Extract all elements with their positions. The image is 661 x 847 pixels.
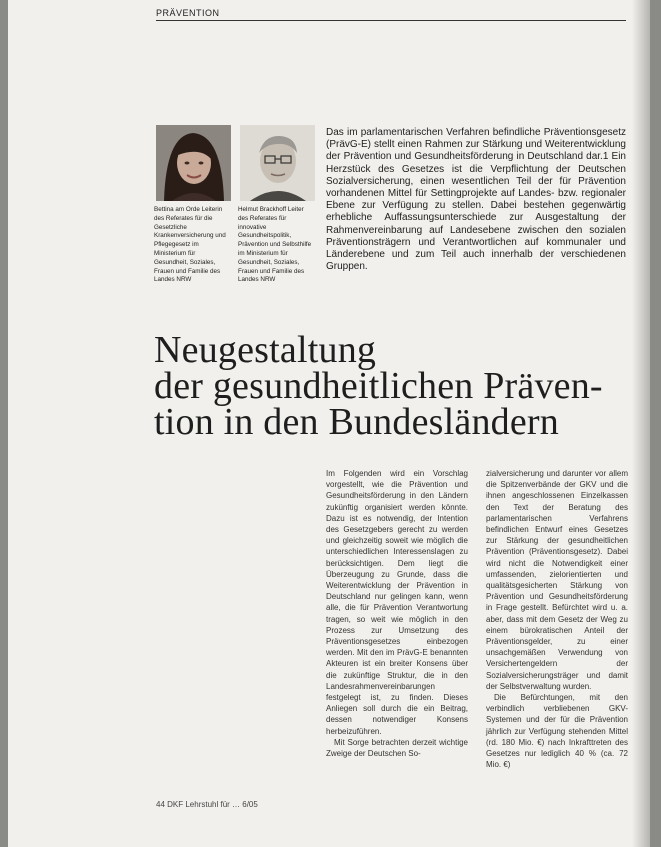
author-photo-woman (156, 125, 231, 201)
author-photo-man (240, 125, 315, 201)
body-paragraph: Die Befürchtungen, mit den verbindlich verbliebenen GKV-Systemen und der für die Prävention jährlich zur Verfügung stehenden Mittel (rd. 180 Mio. €) nach Inkrafttreten des Gesetzes nur lediglich 40 % (ca. 72 Mio. €) (486, 693, 628, 770)
header-divider (156, 20, 626, 21)
headline-line-2: der gesundheitlichen Präven- (154, 365, 603, 407)
headline-line-1: Neugestaltung (154, 329, 377, 371)
body-paragraph: zialversicherung und darunter vor allem die Spitzenverbände der GKV und die ihnen angeschlossenen Einzelkassen den Text der Beratung des parlamentarischen Verfahrens befindlichen Entwurf eines Gesetzes zur Stärkung der gesundheitlichen Prävention (Präventionsgesetz). Dabei wird nicht die Notwendigkeit einer umfassenden, zielorientierten und qualitätsgesicherten Stärkung von Prävention und Gesundheitsförderung in Frage gestellt. Befürchtet wird u. a. aber, dass mit dem Gesetz der Weg zu einem bürokratischen Anteil der Präventionsgelder, zu einer unsachgemäßen Verwendung von Versichertengeldern der Sozialversicherungsträger und damit der Selbstverwaltung wurden. (486, 469, 628, 691)
author-caption-1: Bettina am Orde Leiterin des Referates für die Gesetzliche Krankenversicherung und Pflegegesetz im Ministerium für Gesundheit, Soziales, Frauen und Familie des Landes NRW (154, 206, 226, 284)
article-headline (154, 329, 634, 443)
body-paragraph: Mit Sorge betrachten derzeit wichtige Zweige der Deutschen So- (326, 737, 468, 759)
body-column-1 (326, 468, 468, 759)
page-footer: 44 DKF Lehrstuhl für … 6/05 (156, 800, 258, 809)
document-page (8, 0, 650, 847)
author-caption-2: Helmut Brackhoff Leiter des Referates für innovative Gesundheitspolitik, Prävention und Selbsthilfe im Ministerium für Gesundheit, Soziales, Frauen und Familie des Landes NRW (238, 206, 312, 284)
headline-line-3: tion in den Bundesländern (154, 401, 559, 443)
section-label: PRÄVENTION (156, 8, 220, 18)
body-column-2 (486, 468, 628, 770)
body-paragraph: Im Folgenden wird ein Vorschlag vorgestellt, wie die Prävention und Gesundheitsförderung in den Ländern zukünftig organisiert werden könnte. Dazu ist es notwendig, der Intention des Gesetzgebers gerecht zu werden und gleichzeitig soweit wie möglich die unterschiedlichen Interessenslagen zu berücksichtigen. Dem liegt die Überzeugung zu Grunde, dass die Weiterentwicklung der Prävention in Deutschland nur gelingen kann, wenn alle, die für Prävention Verantwortung tragen, so weit wie möglich in den Prozess zur Umsetzung des Präventionsgesetzes einbezogen werden. Mit den im PrävG-E benannten Akteuren ist ein breiter Konsens über die zukünftige Struktur, die in den Landesrahmenvereinbarungen festgelegt ist, zu finden. Dieses Anliegen soll durch die ein Beitrag, dessen notwendiger Konsens herbeizuführen. (326, 469, 468, 736)
intro-paragraph: Das im parlamentarischen Verfahren befindliche Präventionsgesetz (PrävG-E) stellt einen Rahmen zur Stärkung und Weiterentwicklung der Prävention und Gesundheitsförderung in Deutschland dar.1 Ein Herzstück des Gesetzes ist die Verpflichtung der Deutschen Sozialversicherung, einen wesentlichen Teil der für Prävention vorhandenen Mittel für Settingprojekte auf Landes- bzw. regionaler Ebene zur Verfügung zu stellen. Dabei bestehen gegenwärtig erhebliche Auffassungsunterschiede zur Ausgestaltung der Rahmenvereinbarung auf Landesebene zwischen den sozialen Präventionsträgern und Verantwortlichen auf kommunaler und Länderebene und zum Teil auch innerhalb der verschiedenen Gruppen. (326, 127, 626, 273)
